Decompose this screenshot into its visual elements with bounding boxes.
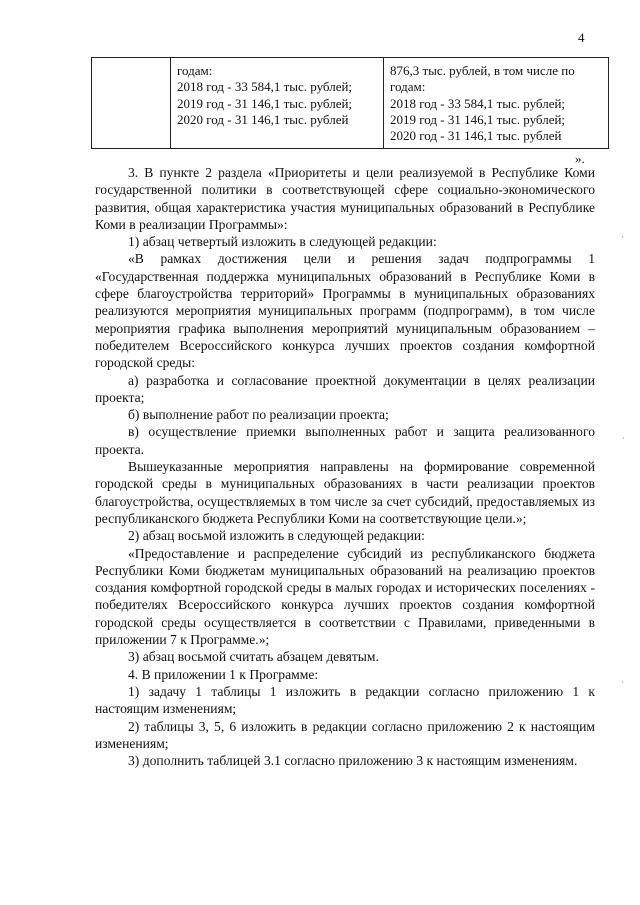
paragraph: 1) задачу 1 таблицы 1 изложить в редакции согласно приложению 1 к настоящим изменениям; <box>95 683 595 717</box>
table-empty-cell <box>92 58 171 148</box>
table-line: 2018 год - 33 584,1 тыс. рублей; <box>390 95 566 111</box>
paragraph: 2) таблицы 3, 5, 6 изложить в редакции согласно приложению 2 к настоящим изменениям; <box>95 718 595 751</box>
paragraph: 2) абзац восьмой изложить в следующей редакции: <box>128 528 425 544</box>
table-line: годам: <box>177 63 213 78</box>
paragraph: 1) абзац четвертый изложить в следующей редакции: <box>128 234 437 250</box>
table-line: 2020 год - 31 146,1 тыс. рублей <box>390 128 562 144</box>
page-number: 4 <box>578 30 585 45</box>
paragraph: б) выполнение работ по реализации проекта; <box>128 407 389 423</box>
paragraph: 4. В приложении 1 к Программе: <box>128 666 319 682</box>
scan-speck: · <box>621 232 624 242</box>
paragraph: Вышеуказанные мероприятия направлены на формирование современной городской среды в муниципальных образованиях в части реализации проектов благоустройства, осуществляемых в том числе за счет субсидий, предоставляемых из республиканского бюджета Республики Коми на соответствующие цели.»; <box>95 459 595 526</box>
table-line: 2019 год - 31 146,1 тыс. рублей; <box>177 95 353 111</box>
document-body <box>95 164 595 769</box>
table-line: годам: <box>390 79 426 95</box>
table-line: 2020 год - 31 146,1 тыс. рублей <box>177 111 349 127</box>
scan-speck: · <box>622 433 625 443</box>
paragraph: в) осуществление приемки выполненных работ и защита реализованного проекта. <box>95 424 595 457</box>
table-line: 876,3 тыс. рублей, в том числе по <box>390 63 575 78</box>
closing-quote: ». <box>575 151 585 166</box>
paragraph: «Предоставление и распределение субсидий из республиканского бюджета Республики Коми бюджетам муниципальных образований на реализацию проектов создания комфортной городской среды в малых городах и исторических поселениях - победителях Всероссийского конкурса лучших проектов создания комфортной городской среды осуществляется в соответствии с Правилами, приведенными в приложении 7 к Программе.»; <box>95 545 595 648</box>
budget-table <box>91 57 609 149</box>
table-cell-new-text <box>384 58 608 148</box>
paragraph: «В рамках достижения цели и решения задач подпрограммы 1 «Государственная поддержка муниципальных образований в Республике Коми в сфере благоустройства территорий» Программы в муниципальных образованиях реализуются мероприятия муниципальных программ (подпрограмм), в том числе мероприятия графика выполнения мероприятий муниципальным образованием – победителем Всероссийского конкурса лучших проектов создания комфортной городской среды: <box>95 251 595 371</box>
table-line: 2018 год - 33 584,1 тыс. рублей; <box>177 79 353 95</box>
table-line: 2019 год - 31 146,1 тыс. рублей; <box>390 111 566 127</box>
paragraph: а) разработка и согласование проектной документации в целях реализации проекта; <box>95 372 595 405</box>
paragraph: 3) дополнить таблицей 3.1 согласно приложению 3 к настоящим изменениям. <box>128 753 578 769</box>
scan-speck: · <box>621 677 624 687</box>
table-cell-old-text <box>171 58 384 148</box>
paragraph: 3. В пункте 2 раздела «Приоритеты и цели реализуемой в Республике Коми государственной политики в соответствующей сфере социально-экономического развития, общая характеристика участия муниципальных образований в Республике Коми в реализации Программы»: <box>95 165 595 232</box>
paragraph: 3) абзац восьмой считать абзацем девятым. <box>128 649 379 665</box>
